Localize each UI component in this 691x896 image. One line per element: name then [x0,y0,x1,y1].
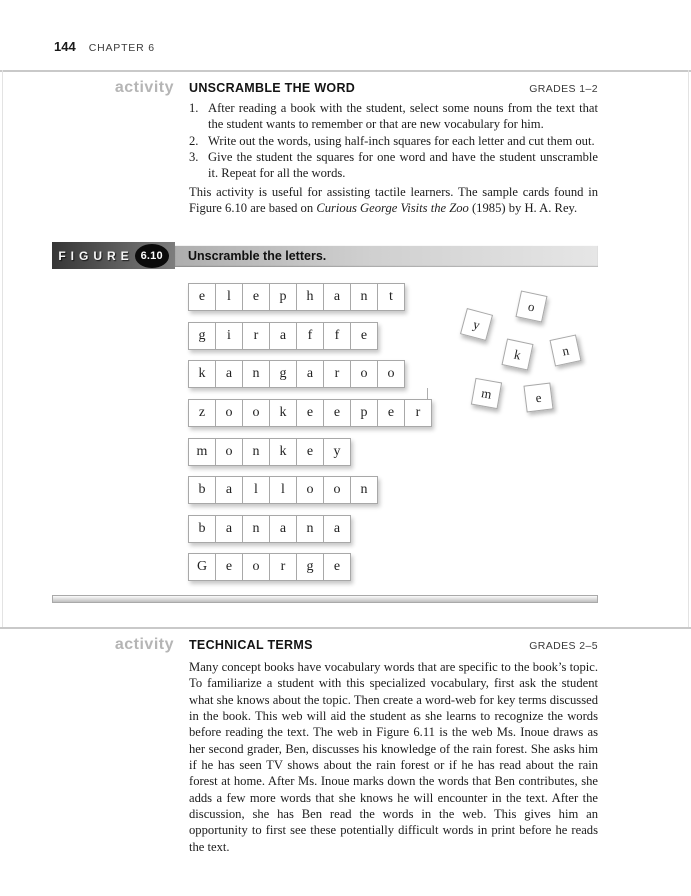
letter-cell: k [269,438,297,466]
book-title-italic: Curious George Visits the Zoo [316,201,469,216]
step-text: Write out the words, using half-inch squares for each letter and cut them out. [208,133,595,148]
letter-cell: g [296,553,324,581]
letter-strip-banana [188,515,351,543]
note-text-after: (1985) by H. A. Rey. [468,201,578,216]
letter-cell: k [269,399,297,427]
letter-cell: o [296,476,324,504]
letter-cell: l [215,283,243,311]
activity2-label: activity [114,636,174,653]
scattered-tile-o: o [515,290,547,322]
letter-cell: n [242,438,270,466]
activity1-note [189,184,598,217]
letter-cell: o [242,399,270,427]
activity1-steps-list [189,100,598,181]
page-number: 144 [54,39,76,54]
activity1-grades-badge: GRADES 1–2 [529,83,598,95]
scattered-tile-k: k [501,338,533,370]
step-text: After reading a book with the student, select some nouns from the text that the student wants to remember or that are new vocabulary for him. [208,101,598,132]
letter-cell: g [188,322,216,350]
letter-cell: t [377,283,405,311]
figure-body [0,270,691,595]
letter-cell: a [269,515,297,543]
letter-cell: a [296,360,324,388]
letter-cell: a [269,322,297,350]
figure-header [52,242,598,269]
letter-cell: e [296,438,324,466]
letter-strip-balloon [188,476,378,504]
step-number: 2. [189,133,199,148]
letter-cell: y [323,438,351,466]
letter-cell: b [188,515,216,543]
mid-divider-rule [0,627,691,629]
letter-cell: l [269,476,297,504]
letter-cell: g [269,360,297,388]
figure-bottom-bar [52,595,598,603]
figure-label-box [52,242,175,269]
letter-cell: G [188,553,216,581]
letter-cell: n [350,283,378,311]
letter-cell: p [269,283,297,311]
activity1-header [52,79,598,97]
letter-cell: h [296,283,324,311]
letter-cell: a [215,476,243,504]
step-number: 3. [189,149,199,164]
activity2-body: Many concept books have vocabulary words that are specific to the book’s topic. To familiarize a student with this specialized vocabulary, first ask the student what she knows about the topic. Then create a word-web for key terms discussed in the book. This web will aid the student as she learns to recognize the words before reading the text. The web in Figure 6.11 is the web Ms. Inoue draws as her second grader, Ben, discusses his knowledge of the rain forest. She asks him if he has seen TV shows about the rain forest or if he has read about the rain forest at home. After Ms. Inoue marks down the words that Ben contributes, she adds a few more words that she knows he will encounter in the text. After the discussion, she has Ben read the words in the web. This gives him an opportunity to first see these potentially difficult words in print before he reads the text. [189,660,598,854]
letter-strip-george [188,553,351,581]
letter-cell: e [323,399,351,427]
letter-cell: e [296,399,324,427]
letter-cell: e [350,322,378,350]
letter-cell: k [188,360,216,388]
figure-number-badge: 6.10 [135,244,169,268]
activity1-label: activity [114,79,174,96]
letter-strip-kangaroo [188,360,405,388]
letter-cell: r [242,322,270,350]
activity2-grades-badge: GRADES 2–5 [529,640,598,652]
activity-step [189,100,598,133]
letter-cell: p [350,399,378,427]
letter-cell: z [188,399,216,427]
chapter-label: CHAPTER 6 [88,42,155,54]
letter-cell: f [323,322,351,350]
figure-label: FIGURE [58,248,134,263]
activity2-header [52,636,598,654]
letter-cell: o [215,399,243,427]
letter-cell: b [188,476,216,504]
step-text: Give the student the squares for one word and have the student unscramble it. Repeat for all the words. [208,149,598,181]
note-text-before: This activity is useful for assisting tactile learners. The sample cards found in Figure 6.10 are based on [189,185,598,216]
activity1-title: UNSCRAMBLE THE WORD [189,81,356,95]
letter-cell: e [377,399,405,427]
letter-cell: l [242,476,270,504]
running-head [54,38,155,56]
letter-cell: n [296,515,324,543]
letter-strip-giraffe [188,322,378,350]
letter-cell: i [215,322,243,350]
letter-cell: a [323,515,351,543]
scattered-tile-n: n [549,334,581,366]
scattered-tile-y: y [460,308,493,341]
scattered-tile-e: e [523,382,553,412]
letter-cell: r [269,553,297,581]
letter-cell: o [215,438,243,466]
figure-caption-bar [175,245,598,267]
letter-strip-zookeeper [188,399,432,427]
letter-cell: e [323,553,351,581]
step-number: 1. [189,101,199,115]
letter-cell: n [350,476,378,504]
letter-cell: r [404,399,432,427]
scattered-tile-m: m [471,378,502,409]
letter-cell: n [242,360,270,388]
letter-cell: o [377,360,405,388]
letter-strip-elephant [188,283,405,311]
letter-cell: a [323,283,351,311]
figure-caption: Unscramble the letters. [188,248,327,263]
letter-cell: o [350,360,378,388]
letter-cell: e [215,553,243,581]
letter-cell: n [242,515,270,543]
letter-cell: f [296,322,324,350]
letter-strip-monkey [188,438,351,466]
letter-cell: r [323,360,351,388]
letter-cell: a [215,515,243,543]
activity-step [189,149,598,182]
letter-cell: m [188,438,216,466]
letter-cell: e [188,283,216,311]
letter-cell: a [215,360,243,388]
activity2-title: TECHNICAL TERMS [189,638,313,652]
activity-step [189,133,598,149]
letter-cell: e [242,283,270,311]
top-divider-rule [0,70,691,72]
letter-cell: o [323,476,351,504]
letter-cell: o [242,553,270,581]
